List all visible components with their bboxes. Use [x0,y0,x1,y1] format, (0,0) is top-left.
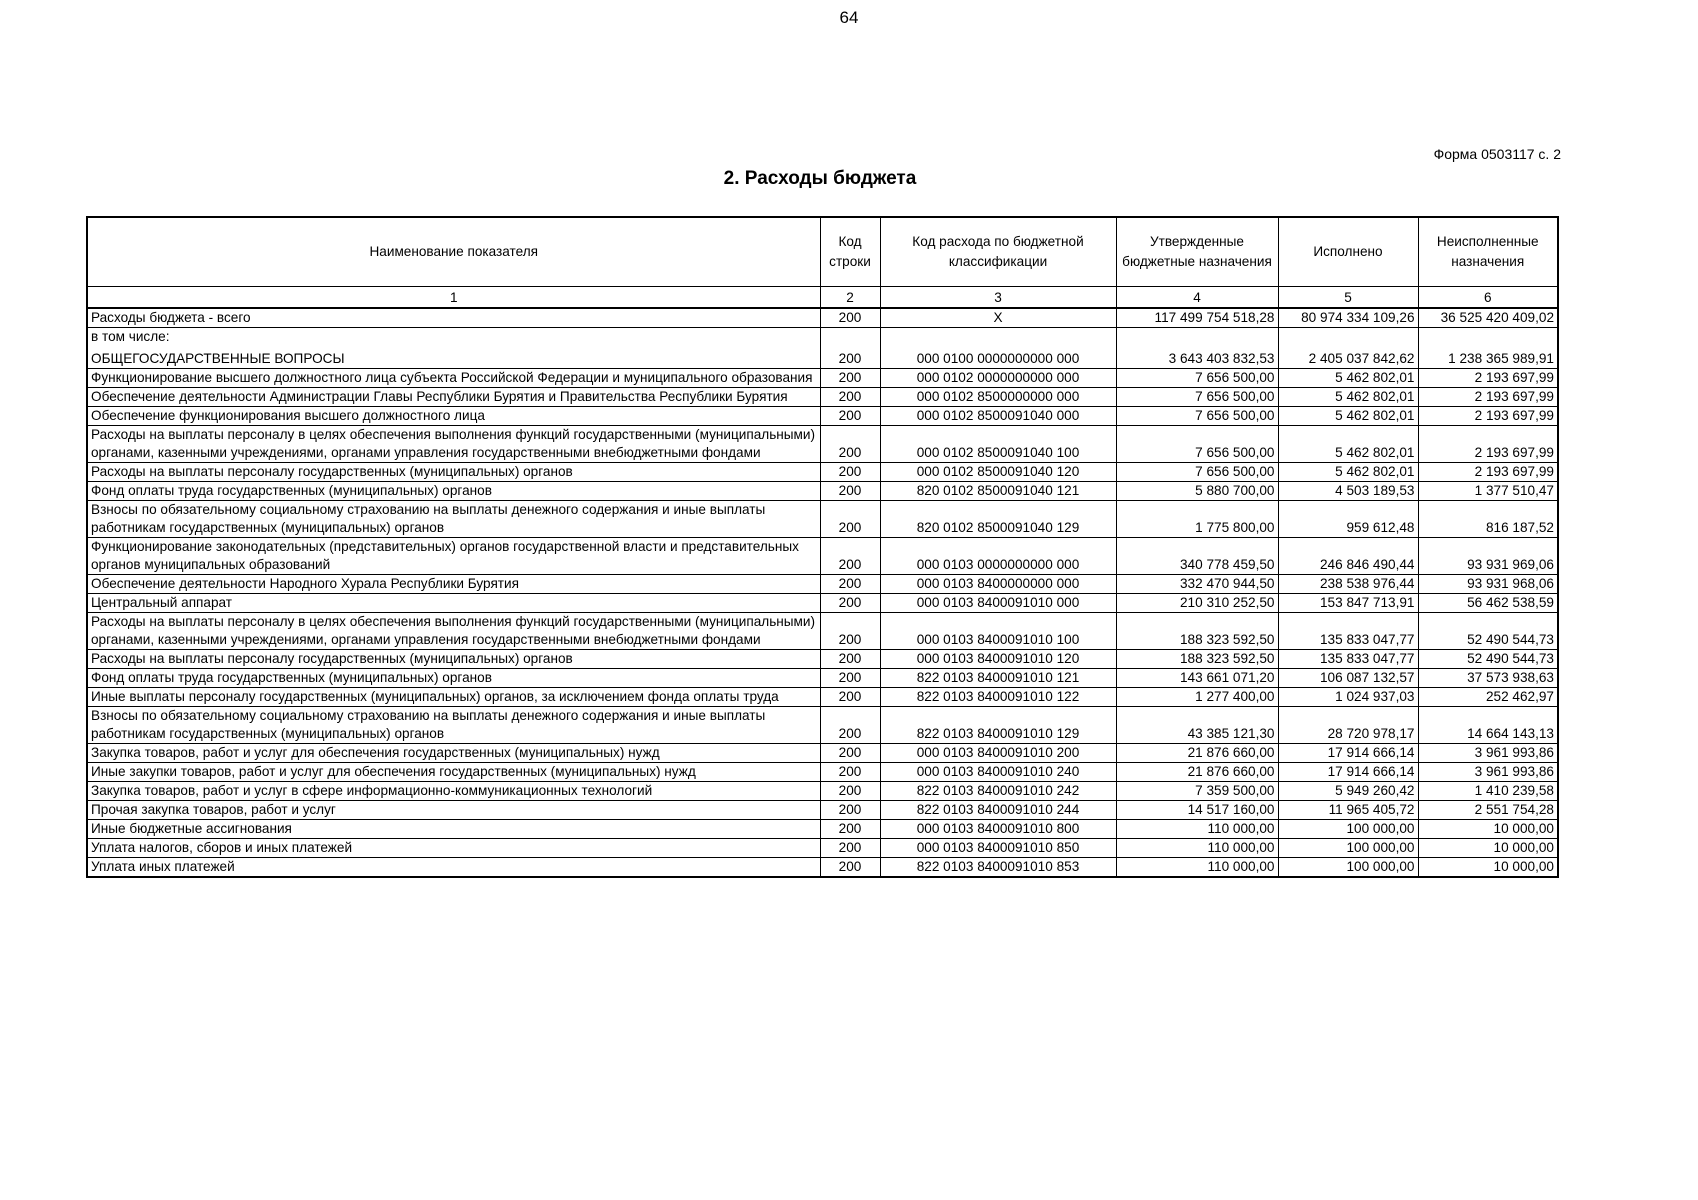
row-class-cell: 000 0103 8400091010 850 [880,839,1116,858]
table-row [87,426,1558,463]
row-approved-cell: 7 359 500,00 [1116,782,1278,801]
row-approved-cell: 143 661 071,20 [1116,669,1278,688]
row-name-cell: Фонд оплаты труда государственных (муниципальных) органов [87,669,820,688]
page-number: 64 [839,8,859,27]
row-unexecuted-cell: 10 000,00 [1418,839,1558,858]
row-class-cell: Х [880,308,1116,328]
row-unexecuted-cell: 37 573 938,63 [1418,669,1558,688]
table-row [87,482,1558,501]
row-approved-cell: 110 000,00 [1116,820,1278,839]
row-class-cell: 820 0102 8500091040 121 [880,482,1116,501]
row-code-cell: 200 [820,575,880,594]
row-unexecuted-cell: 10 000,00 [1418,858,1558,878]
row-name-cell: Уплата иных платежей [87,858,820,878]
row-code-cell: 200 [820,328,880,369]
row-class-cell: 000 0103 8400091010 800 [880,820,1116,839]
row-unexecuted-cell: 2 193 697,99 [1418,426,1558,463]
row-code-cell: 200 [820,426,880,463]
row-class-cell: 000 0102 8500091040 120 [880,463,1116,482]
row-executed-cell: 5 949 260,42 [1278,782,1418,801]
row-code-cell: 200 [820,839,880,858]
row-code-cell: 200 [820,820,880,839]
row-executed-cell: 959 612,48 [1278,501,1418,538]
row-executed-cell: 5 462 802,01 [1278,369,1418,388]
row-unexecuted-cell: 52 490 544,73 [1418,650,1558,669]
row-code-cell: 200 [820,763,880,782]
row-executed-cell: 1 024 937,03 [1278,688,1418,707]
col-number: 3 [880,287,1116,309]
row-unexecuted-cell: 2 193 697,99 [1418,463,1558,482]
row-code-cell: 200 [820,463,880,482]
row-approved-cell: 21 876 660,00 [1116,744,1278,763]
table-row [87,782,1558,801]
row-class-cell: 000 0102 0000000000 000 [880,369,1116,388]
row-code-cell: 200 [820,482,880,501]
row-code-cell: 200 [820,707,880,744]
row-approved-cell: 188 323 592,50 [1116,650,1278,669]
row-executed-cell: 135 833 047,77 [1278,613,1418,650]
row-approved-cell: 332 470 944,50 [1116,575,1278,594]
row-name-cell [87,328,820,369]
row-code-cell: 200 [820,613,880,650]
row-approved-cell: 110 000,00 [1116,839,1278,858]
row-approved-cell: 1 775 800,00 [1116,501,1278,538]
col-number: 6 [1418,287,1558,309]
row-approved-cell: 7 656 500,00 [1116,426,1278,463]
row-class-cell: 822 0103 8400091010 129 [880,707,1116,744]
row-approved-cell: 188 323 592,50 [1116,613,1278,650]
row-code-cell: 200 [820,858,880,878]
row-name-cell: Закупка товаров, работ и услуг в сфере информационно-коммуникационных технологий [87,782,820,801]
row-name-cell: Взносы по обязательному социальному страхованию на выплаты денежного содержания и иные выплаты работникам государственных (муниципальных) органов [87,707,820,744]
row-unexecuted-cell: 1 377 510,47 [1418,482,1558,501]
row-approved-cell: 7 656 500,00 [1116,463,1278,482]
table-row [87,669,1558,688]
row-executed-cell: 2 405 037 842,62 [1278,328,1418,369]
table-row [87,650,1558,669]
row-approved-cell: 43 385 121,30 [1116,707,1278,744]
row-unexecuted-cell: 2 193 697,99 [1418,388,1558,407]
row-name-cell: Иные выплаты персоналу государственных (муниципальных) органов, за исключением фонда оплаты труда [87,688,820,707]
row-approved-cell: 3 643 403 832,53 [1116,328,1278,369]
row-unexecuted-cell: 816 187,52 [1418,501,1558,538]
row-name-cell: Расходы бюджета - всего [87,308,820,328]
row-name-cell: Расходы на выплаты персоналу в целях обеспечения выполнения функций государственными (муниципальными) органами, казенными учреждениями, органами управления государственными внебюджетными фондами [87,426,820,463]
col-number: 4 [1116,287,1278,309]
row-class-cell: 822 0103 8400091010 244 [880,801,1116,820]
row-code-cell: 200 [820,744,880,763]
row-class-cell: 822 0103 8400091010 242 [880,782,1116,801]
row-unexecuted-cell: 2 551 754,28 [1418,801,1558,820]
column-number-row [87,287,1558,309]
row-class-cell: 000 0100 0000000000 000 [880,328,1116,369]
table-row [87,613,1558,650]
row-class-cell: 000 0103 8400091010 000 [880,594,1116,613]
row-executed-cell: 17 914 666,14 [1278,744,1418,763]
row-name-cell: Закупка товаров, работ и услуг для обеспечения государственных (муниципальных) нужд [87,744,820,763]
row-approved-cell: 340 778 459,50 [1116,538,1278,575]
row-name-cell: Взносы по обязательному социальному страхованию на выплаты денежного содержания и иные выплаты работникам государственных (муниципальных) органов [87,501,820,538]
row-approved-cell: 7 656 500,00 [1116,407,1278,426]
table-row [87,594,1558,613]
row-class-cell: 000 0103 8400091010 240 [880,763,1116,782]
row-unexecuted-cell: 52 490 544,73 [1418,613,1558,650]
table-row [87,763,1558,782]
row-unexecuted-cell: 1 410 239,58 [1418,782,1558,801]
row-name-cell: Обеспечение деятельности Народного Хурала Республики Бурятия [87,575,820,594]
table-row [87,820,1558,839]
row-executed-cell: 4 503 189,53 [1278,482,1418,501]
row-name-cell: Функционирование высшего должностного лица субъекта Российской Федерации и муниципального образования [87,369,820,388]
col-number: 5 [1278,287,1418,309]
row-executed-cell: 28 720 978,17 [1278,707,1418,744]
table-row [87,575,1558,594]
form-label: Форма 0503117 с. 2 [1433,146,1561,162]
table-row [87,463,1558,482]
row-executed-cell: 5 462 802,01 [1278,407,1418,426]
row-executed-cell: 153 847 713,91 [1278,594,1418,613]
row-class-cell: 000 0102 8500000000 000 [880,388,1116,407]
row-class-cell: 820 0102 8500091040 129 [880,501,1116,538]
row-executed-cell: 11 965 405,72 [1278,801,1418,820]
row-unexecuted-cell: 14 664 143,13 [1418,707,1558,744]
row-class-cell: 000 0102 8500091040 100 [880,426,1116,463]
row-class-cell: 000 0103 8400091010 120 [880,650,1116,669]
row-class-cell: 822 0103 8400091010 853 [880,858,1116,878]
row-code-cell: 200 [820,388,880,407]
row-name-cell: Расходы на выплаты персоналу государственных (муниципальных) органов [87,463,820,482]
budget-expenses-table [86,216,1559,878]
table-row [87,688,1558,707]
header-row [87,217,1558,287]
row-code-cell: 200 [820,501,880,538]
row-approved-cell: 7 656 500,00 [1116,388,1278,407]
row-name-line: ОБЩЕГОСУДАРСТВЕННЫЕ ВОПРОСЫ [91,351,345,366]
row-executed-cell: 106 087 132,57 [1278,669,1418,688]
row-code-cell: 200 [820,801,880,820]
table-row [87,407,1558,426]
col-header-name: Наименование показателя [87,217,820,287]
row-name-cell: Уплата налогов, сборов и иных платежей [87,839,820,858]
row-approved-cell: 210 310 252,50 [1116,594,1278,613]
table-row [87,388,1558,407]
row-executed-cell: 238 538 976,44 [1278,575,1418,594]
col-header-code: Код строки [820,217,880,287]
table-row [87,328,1558,369]
table-row [87,801,1558,820]
table-row [87,308,1558,328]
row-executed-cell: 100 000,00 [1278,858,1418,878]
row-approved-cell: 1 277 400,00 [1116,688,1278,707]
row-unexecuted-cell: 3 961 993,86 [1418,744,1558,763]
table-row [87,858,1558,878]
row-name-cell: Прочая закупка товаров, работ и услуг [87,801,820,820]
col-header-executed: Исполнено [1278,217,1418,287]
row-class-cell: 000 0103 0000000000 000 [880,538,1116,575]
row-code-cell: 200 [820,594,880,613]
table-row [87,744,1558,763]
row-name-line: в том числе: [91,329,170,344]
col-header-unexecuted: Неисполненные назначения [1418,217,1558,287]
row-name-cell: Центральный аппарат [87,594,820,613]
table-row [87,538,1558,575]
row-code-cell: 200 [820,538,880,575]
row-class-cell: 822 0103 8400091010 122 [880,688,1116,707]
row-unexecuted-cell: 3 961 993,86 [1418,763,1558,782]
row-code-cell: 200 [820,650,880,669]
row-name-cell: Фонд оплаты труда государственных (муниципальных) органов [87,482,820,501]
row-unexecuted-cell: 252 462,97 [1418,688,1558,707]
row-executed-cell: 246 846 490,44 [1278,538,1418,575]
row-unexecuted-cell: 1 238 365 989,91 [1418,328,1558,369]
row-unexecuted-cell: 36 525 420 409,02 [1418,308,1558,328]
row-executed-cell: 135 833 047,77 [1278,650,1418,669]
row-code-cell: 200 [820,688,880,707]
row-executed-cell: 5 462 802,01 [1278,463,1418,482]
col-number: 2 [820,287,880,309]
row-code-cell: 200 [820,308,880,328]
row-approved-cell: 14 517 160,00 [1116,801,1278,820]
row-name-cell: Иные закупки товаров, работ и услуг для обеспечения государственных (муниципальных) нужд [87,763,820,782]
page-title: 2. Расходы бюджета [723,168,917,189]
col-header-approved: Утвержденные бюджетные назначения [1116,217,1278,287]
row-executed-cell: 80 974 334 109,26 [1278,308,1418,328]
table-row [87,839,1558,858]
row-approved-cell: 7 656 500,00 [1116,369,1278,388]
row-name-cell: Обеспечение деятельности Администрации Главы Республики Бурятия и Правительства Республики Бурятия [87,388,820,407]
row-executed-cell: 100 000,00 [1278,839,1418,858]
row-name-cell: Функционирование законодательных (представительных) органов государственной власти и представительных органов муниципальных образований [87,538,820,575]
table-row [87,369,1558,388]
row-class-cell: 000 0103 8400091010 100 [880,613,1116,650]
row-name-cell: Обеспечение функционирования высшего должностного лица [87,407,820,426]
col-header-class: Код расхода по бюджетной классификации [880,217,1116,287]
row-approved-cell: 110 000,00 [1116,858,1278,878]
row-approved-cell: 21 876 660,00 [1116,763,1278,782]
row-code-cell: 200 [820,369,880,388]
row-unexecuted-cell: 2 193 697,99 [1418,407,1558,426]
row-name-cell: Расходы на выплаты персоналу государственных (муниципальных) органов [87,650,820,669]
row-name-cell: Иные бюджетные ассигнования [87,820,820,839]
row-unexecuted-cell: 93 931 968,06 [1418,575,1558,594]
table-row [87,501,1558,538]
row-executed-cell: 17 914 666,14 [1278,763,1418,782]
row-unexecuted-cell: 56 462 538,59 [1418,594,1558,613]
row-code-cell: 200 [820,669,880,688]
row-approved-cell: 117 499 754 518,28 [1116,308,1278,328]
row-code-cell: 200 [820,782,880,801]
row-executed-cell: 100 000,00 [1278,820,1418,839]
row-class-cell: 822 0103 8400091010 121 [880,669,1116,688]
row-executed-cell: 5 462 802,01 [1278,388,1418,407]
row-class-cell: 000 0103 8400091010 200 [880,744,1116,763]
row-approved-cell: 5 880 700,00 [1116,482,1278,501]
row-executed-cell: 5 462 802,01 [1278,426,1418,463]
row-name-cell: Расходы на выплаты персоналу в целях обеспечения выполнения функций государственными (муниципальными) органами, казенными учреждениями, органами управления государственными внебюджетными фондами [87,613,820,650]
table-row [87,707,1558,744]
row-code-cell: 200 [820,407,880,426]
row-unexecuted-cell: 10 000,00 [1418,820,1558,839]
row-class-cell: 000 0102 8500091040 000 [880,407,1116,426]
row-class-cell: 000 0103 8400000000 000 [880,575,1116,594]
table-body [87,308,1558,877]
row-unexecuted-cell: 2 193 697,99 [1418,369,1558,388]
col-number: 1 [87,287,820,309]
row-unexecuted-cell: 93 931 969,06 [1418,538,1558,575]
